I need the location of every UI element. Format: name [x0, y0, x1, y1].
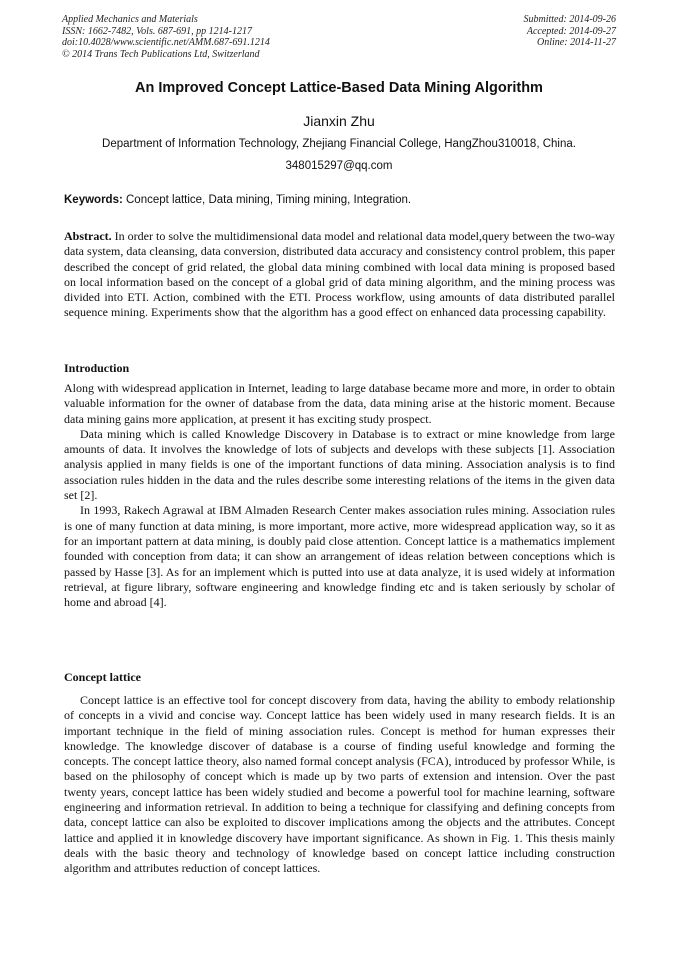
introduction-section	[64, 381, 615, 610]
journal-info	[62, 14, 270, 60]
author-name: Jianxin Zhu	[303, 113, 375, 129]
abstract-text: In order to solve the multidimensional data model and relational data model,query between the two-way data system, data cleansing, data conversion, distributed data accuracy and consistency control problem, this paper described the concept of grid related, the global data mining combined with local data mining is proposed based on local information based on the concept of a global grid of data mining algorithm, and the mining process was divided into ETI. Action, combined with the ETI. Process workflow, using amounts of data distributed parallel sequence mining. Experiments show that the algorithm has a good effect on enhanced data processing capability.	[64, 229, 615, 320]
paragraph: Data mining which is called Knowledge Discovery in Database is to extract or mine knowledge from large amounts of data. It involves the knowledge of lots of subjects and develops with these subjects [1]. Association analysis applied in many fields is one of the important functions of data mining. Association analysis is to find association rules hidden in the data and the rules describe some interesting relations of the items in the given data set [2].	[64, 426, 615, 503]
issn-line: ISSN: 1662-7482, Vols. 687-691, pp 1214-1217	[62, 25, 252, 37]
paragraph: Concept lattice is an effective tool for concept discovery from data, having the ability to embody relationship of concepts in a vivid and concise way. Concept lattice has been widely used in many research fields. It is an important technique in the field of mining association rules. Concept is method for human expresses their knowledge. The knowledge discover of database is a course of finding useful knowledge and forming the concepts. The concept lattice theory, also named formal concept analysis (FCA), introduced by professor While, is based on the philosophy of concept which is made up by two parts of extension and intension. Over the past twenty years, concept lattice has been widely studied and become a powerful tool for machine learning, software engineering and information retrieval. In addition to being a technique for classifying and defining concepts from data, concept lattice can also be exploited to discover implications among the objects and the attributes. Concept lattice and applied it in knowledge discovery have important significance. As shown in Fig. 1. This thesis mainly deals with the basic theory and technology of knowledge based on concept lattice including construction algorithm and attributes reduction of concept lattices.	[64, 693, 615, 876]
author-affiliation: Department of Information Technology, Zhejiang Financial College, HangZhou310018, China.	[102, 138, 576, 150]
keywords-text: Concept lattice, Data mining, Timing mining, Integration.	[122, 194, 412, 206]
dates-info	[524, 14, 617, 49]
concept-lattice-section	[64, 693, 615, 877]
copyright-line: © 2014 Trans Tech Publications Ltd, Switzerland	[62, 48, 260, 60]
submitted-date: Submitted: 2014-09-26	[523, 14, 616, 25]
accepted-date: Accepted: 2014-09-27	[526, 25, 616, 37]
doi-line: doi:10.4028/www.scientific.net/AMM.687-691.1214	[62, 37, 270, 48]
abstract	[64, 229, 615, 321]
keywords-label: Keywords:	[64, 194, 123, 206]
author-email: 348015297@qq.com	[285, 160, 393, 172]
paragraph: In 1993, Rakech Agrawal at IBM Almaden Research Center makes association rules mining. Association rules is one of many function at data mining, is more important, more active, more widespread application way, so it as for an important pattern at data mining, is doubly paid close attention. Concept lattice is a mathematics implement founded with conception from data; it can show an arrangement of ideas relation between conceptions which is passed by Hasse [3]. As for an implement which is putted into use at data analyze, it is used widely at information retrieval, at figure library, software engineering and knowledge finding etc and is taken seriously by scholar of home and abroad [4].	[64, 503, 615, 610]
keywords	[64, 194, 616, 206]
paper-title: An Improved Concept Lattice-Based Data Mining Algorithm	[135, 80, 543, 96]
paragraph: Along with widespread application in Internet, leading to large database became more and more, in order to obtain valuable information for the owner of database from the data, data mining arise at the historic moment. Because data mining gains more application, at present it has exciting study prospect.	[64, 381, 615, 426]
introduction-heading: Introduction	[64, 361, 130, 375]
journal-name: Applied Mechanics and Materials	[62, 14, 198, 25]
concept-lattice-heading: Concept lattice	[64, 670, 141, 684]
online-date: Online: 2014-11-27	[537, 37, 616, 48]
abstract-label: Abstract.	[64, 229, 112, 243]
